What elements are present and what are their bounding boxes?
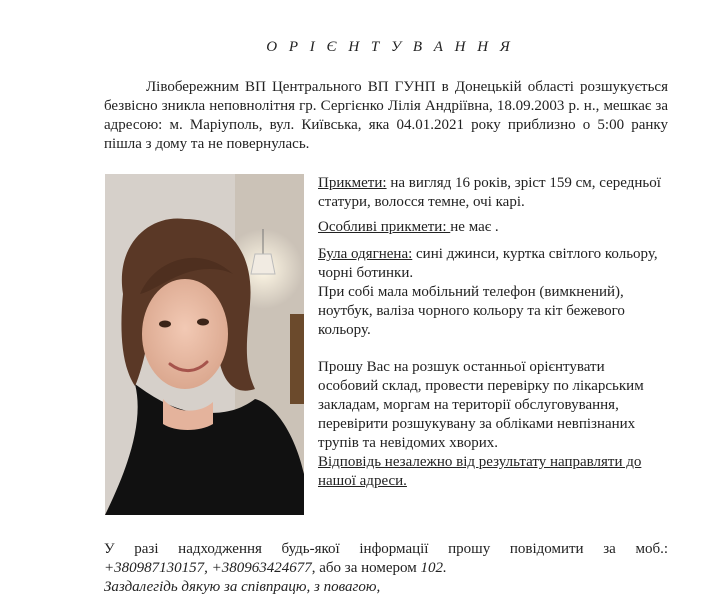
portrait-illustration	[105, 174, 304, 515]
clothes-paragraph	[318, 245, 668, 283]
request-paragraph: Прошу Вас на розшук останньої орієнтувати особовий склад, провести перевірку по лікарським закладам, моргам на території обслуговування, перевірити розшукувану за обліками невпізнаних трупів та невідомих хворих.	[318, 359, 644, 451]
footer-short-number: 102.	[420, 560, 447, 576]
special-label: Особливі прикмети:	[318, 219, 451, 235]
signs-label: Прикмети:	[318, 175, 387, 191]
footer-phones: +380987130157, +380963424677	[104, 560, 312, 576]
details-column	[318, 174, 668, 491]
clothes-text: сині джинси, куртка світлого кольору, чорні ботинки.	[318, 246, 658, 281]
signs-text: на вигляд 16 років, зріст 159 см, середньої статури, волосся темне, очі карі.	[318, 175, 661, 210]
intro-paragraph	[104, 78, 668, 154]
footer-contacts	[104, 540, 668, 597]
intro-text: Лівобережним ВП Центрального ВП ГУНП в Донецькій області розшукується безвісно зникла неповнолітня гр. Сергієнко Лілія Андріївна, 18.09.2003 р. н., мешкає за адресою: м. Маріуполь, вул. Київська, яка 04.01.2021 року приблизно о 5:00 ранку пішла з дому та не повернулась.	[104, 79, 668, 152]
document-title: О Р І Є Н Т У В А Н Н Я	[266, 39, 514, 55]
clothes-label: Була одягнена:	[318, 246, 413, 262]
footer-line1: У разі надходження будь-якої інформації прошу повідомити за моб.:	[104, 541, 668, 557]
footer-or-number: , або за номером	[311, 560, 421, 576]
reply-paragraph: Відповідь незалежно від результату направляти до нашої адреси.	[318, 454, 642, 489]
missing-person-photo	[105, 174, 304, 515]
special-text: не має .	[450, 219, 499, 235]
footer-line2	[104, 559, 668, 578]
special-paragraph	[318, 218, 668, 237]
items-paragraph: При собі мала мобільний телефон (вимкнений), ноутбук, валіза чорного кольору та кіт бежевого кольору.	[318, 284, 625, 338]
footer-thanks: Заздалегідь дякую за співпрацю, з повагою,	[104, 579, 381, 595]
signs-paragraph	[318, 174, 668, 212]
